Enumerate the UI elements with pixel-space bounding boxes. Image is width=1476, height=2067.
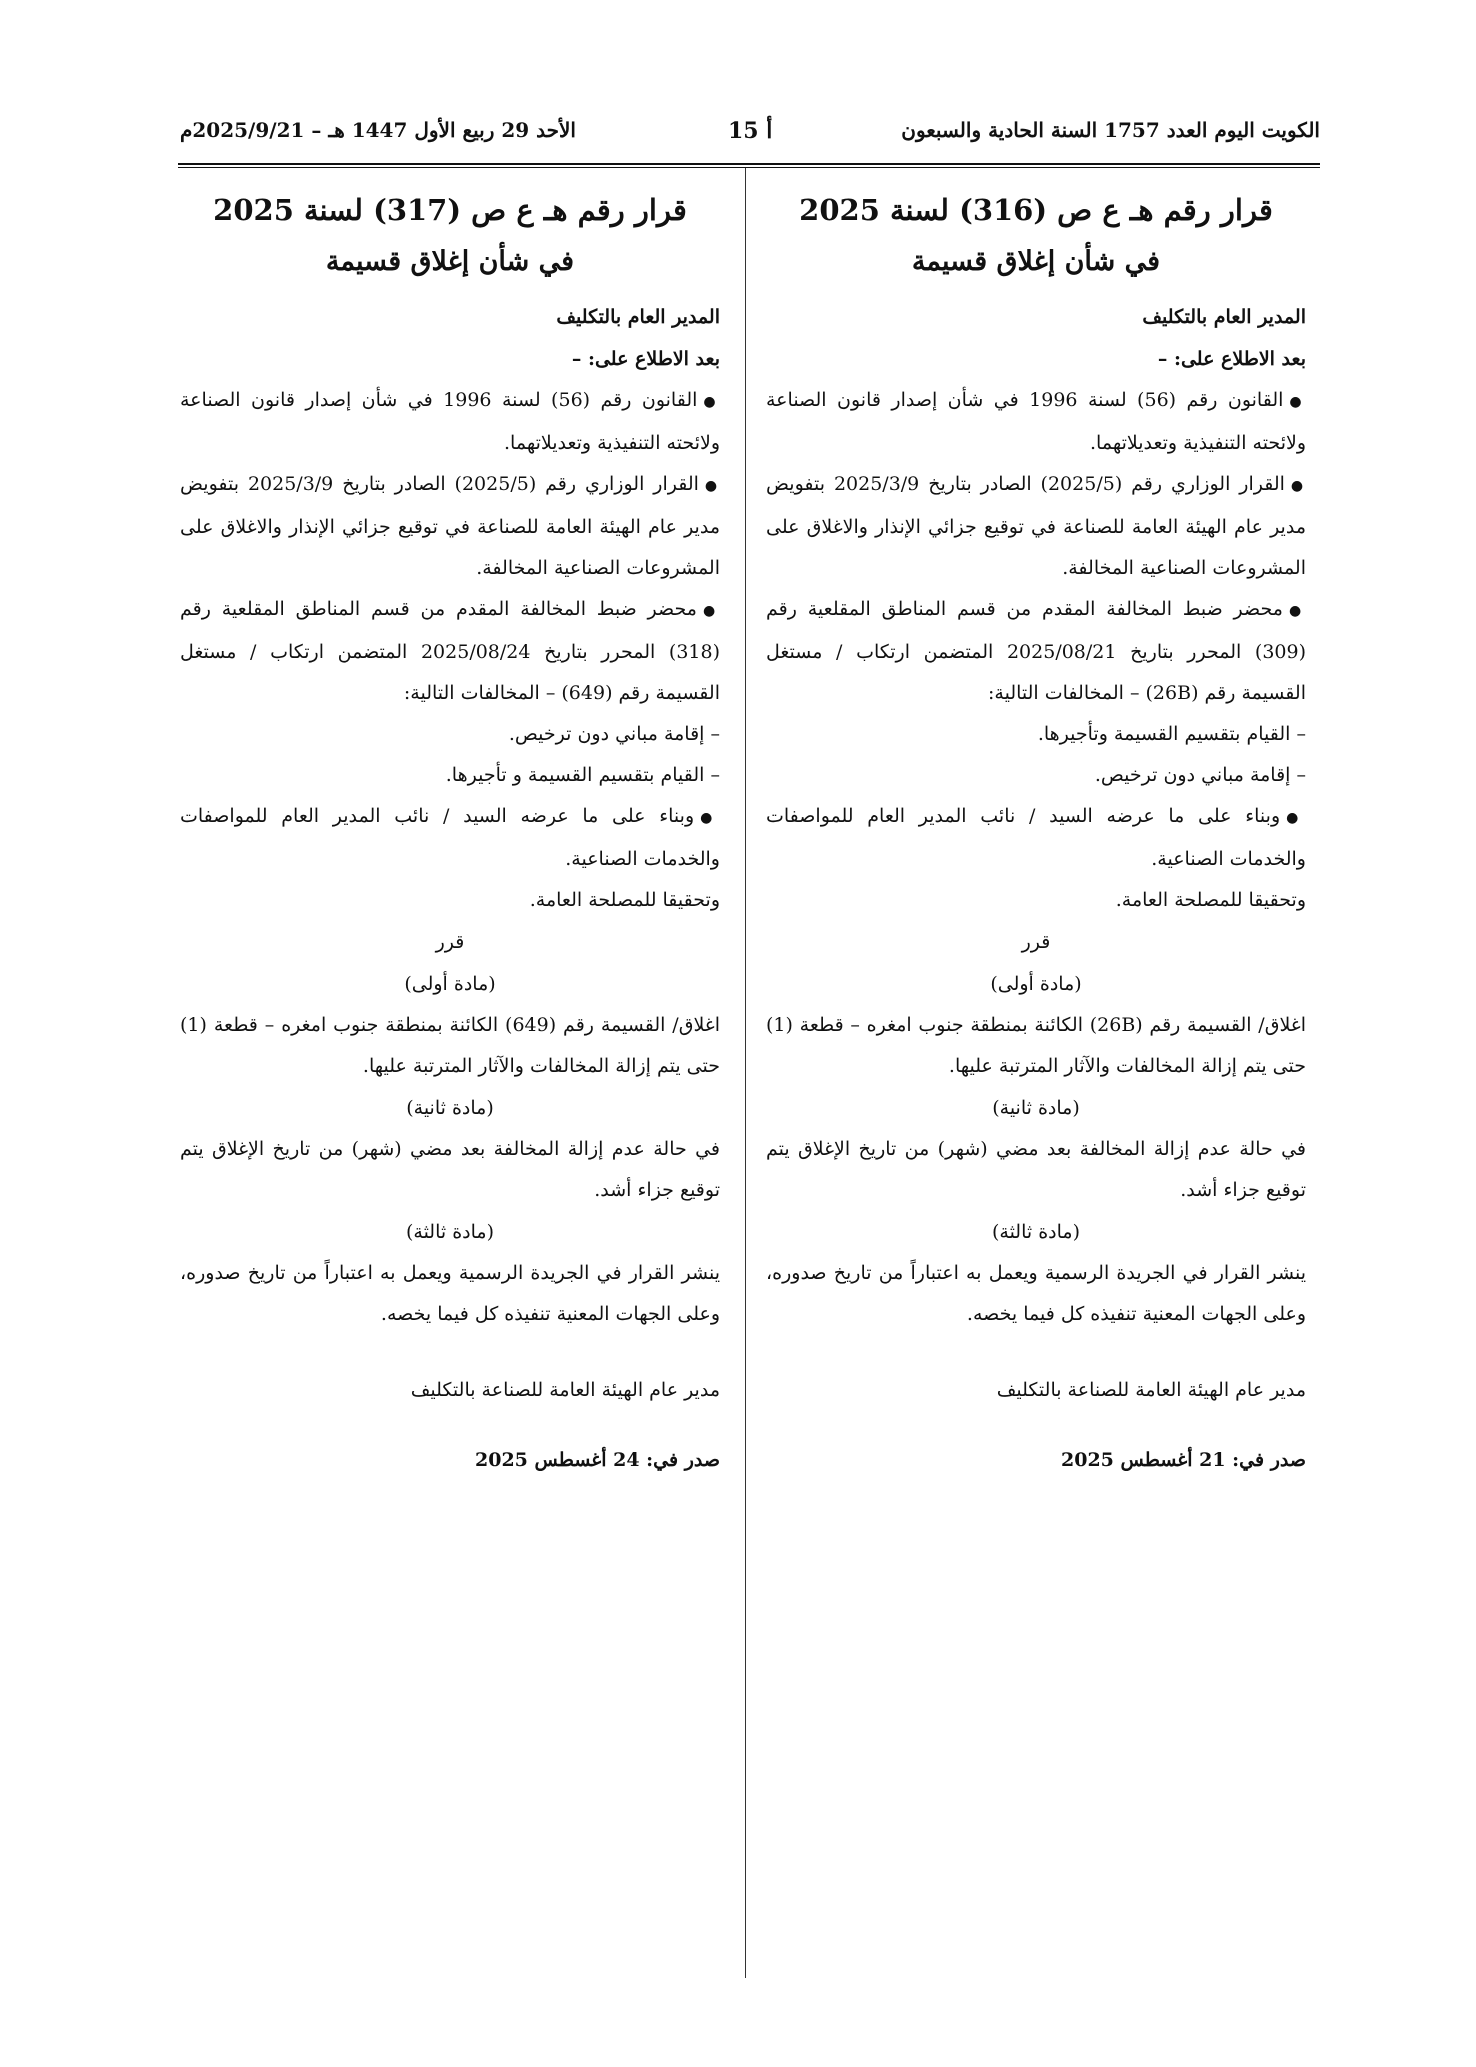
bullet-icon: ● <box>1286 810 1307 826</box>
bullet-icon: ● <box>703 394 721 410</box>
bullet-icon: ● <box>700 810 721 826</box>
decision-317-column <box>180 178 720 1481</box>
bullet-icon: ● <box>1288 603 1306 619</box>
article-3-text: ينشر القرار في الجريدة الرسمية ويعمل به اعتباراً من تاريخ صدوره، وعلى الجهات المعنية تنفيذه كل فيما يخصه. <box>180 1262 720 1325</box>
article-3-title: (مادة ثالثة) <box>991 1221 1081 1243</box>
preamble-item: ●وبناء على ما عرضه السيد / نائب المدير العام للمواصفات والخدمات الصناعية. <box>766 805 1307 870</box>
decision-title: قرار رقم هـ ع ص (316) لسنة 2025 <box>799 193 1273 227</box>
page-header <box>180 118 1320 158</box>
signature-line: مدير عام الهيئة العامة للصناعة بالتكليف <box>410 1379 720 1401</box>
article-1-text: اغلاق/ القسيمة رقم (649) الكائنة بمنطقة جنوب امغره – قطعة (1) حتى يتم إزالة المخالفات والآثار المترتبة عليها. <box>180 1014 721 1077</box>
public-interest-line: وتحقيقا للمصلحة العامة. <box>529 889 720 911</box>
article-2-title: (مادة ثانية) <box>406 1097 494 1119</box>
issued-date: صدر في: 21 أغسطس 2025 <box>1061 1449 1306 1471</box>
preamble-item: ●محضر ضبط المخالفة المقدم من قسم المناطق المقلعية رقم (309) المحرر بتاريخ 2025/08/21 المتضمن ارتكاب / مستغل القسيمة رقم (26B) – المخالفات التالية: <box>766 598 1306 704</box>
bullet-icon: ● <box>704 478 720 494</box>
violation-item: – إقامة مباني دون ترخيص. <box>508 723 720 745</box>
issuer-line: المدير العام بالتكليف <box>556 306 720 328</box>
article-2-title: (مادة ثانية) <box>992 1097 1080 1119</box>
after-review-line: بعد الاطلاع على: – <box>1157 348 1306 370</box>
preamble-item: ●القرار الوزاري رقم (2025/5) الصادر بتاريخ 2025/3/9 بتفويض مدير عام الهيئة العامة للصناعة في توقيع جزائي الإنذار والاغلاق على المشروعات الصناعية المخالفة. <box>766 473 1306 579</box>
header-rule-thick <box>178 163 1320 165</box>
decided-heading: قرر <box>435 931 465 953</box>
bullet-icon: ● <box>1289 394 1307 410</box>
header-date: الأحد 29 ربيع الأول 1447 هـ – 2025/9/21م <box>180 118 576 142</box>
article-2-text: في حالة عدم إزالة المخالفة بعد مضي (شهر) من تاريخ الإغلاق يتم توقيع جزاء أشد. <box>766 1138 1306 1201</box>
header-issue-info: الكويت اليوم العدد 1757 السنة الحادية والسبعون <box>901 118 1320 142</box>
decided-heading: قرر <box>1021 931 1051 953</box>
preamble-item: ●القانون رقم (56) لسنة 1996 في شأن إصدار قانون الصناعة ولائحته التنفيذية وتعديلاتهما. <box>180 389 721 454</box>
article-1-title: (مادة أولى) <box>404 973 496 995</box>
page-number: أ 15 <box>728 118 773 144</box>
preamble-item: ●القانون رقم (56) لسنة 1996 في شأن إصدار قانون الصناعة ولائحته التنفيذية وتعديلاتهما. <box>766 389 1307 454</box>
decision-subtitle: في شأن إغلاق قسيمة <box>325 246 575 277</box>
issuer-line: المدير العام بالتكليف <box>1142 306 1306 328</box>
preamble-item: ●القرار الوزاري رقم (2025/5) الصادر بتاريخ 2025/3/9 بتفويض مدير عام الهيئة العامة للصناعة في توقيع جزائي الإنذار والاغلاق على المشروعات الصناعية المخالفة. <box>180 473 720 579</box>
public-interest-line: وتحقيقا للمصلحة العامة. <box>1115 889 1306 911</box>
violation-item: – القيام بتقسيم القسيمة و تأجيرها. <box>445 764 720 786</box>
article-3-text: ينشر القرار في الجريدة الرسمية ويعمل به اعتباراً من تاريخ صدوره، وعلى الجهات المعنية تنفيذه كل فيما يخصه. <box>766 1262 1306 1325</box>
issued-date: صدر في: 24 أغسطس 2025 <box>475 1449 720 1471</box>
column-divider <box>745 168 746 1978</box>
article-1-text: اغلاق/ القسيمة رقم (26B) الكائنة بمنطقة جنوب امغره – قطعة (1) حتى يتم إزالة المخالفات والآثار المترتبة عليها. <box>766 1014 1307 1077</box>
preamble-item: ●محضر ضبط المخالفة المقدم من قسم المناطق المقلعية رقم (318) المحرر بتاريخ 2025/08/24 المتضمن ارتكاب / مستغل القسيمة رقم (649) – المخالفات التالية: <box>180 598 720 704</box>
violation-item: – القيام بتقسيم القسيمة وتأجيرها. <box>1037 723 1306 745</box>
bullet-icon: ● <box>1290 478 1306 494</box>
decision-title: قرار رقم هـ ع ص (317) لسنة 2025 <box>213 193 687 227</box>
article-3-title: (مادة ثالثة) <box>405 1221 495 1243</box>
preamble-item: ●وبناء على ما عرضه السيد / نائب المدير العام للمواصفات والخدمات الصناعية. <box>180 805 721 870</box>
decision-subtitle: في شأن إغلاق قسيمة <box>911 246 1161 277</box>
article-1-title: (مادة أولى) <box>990 973 1082 995</box>
bullet-icon: ● <box>702 603 720 619</box>
after-review-line: بعد الاطلاع على: – <box>571 348 720 370</box>
violation-item: – إقامة مباني دون ترخيص. <box>1094 764 1306 786</box>
header-rule-thin <box>178 167 1320 168</box>
article-2-text: في حالة عدم إزالة المخالفة بعد مضي (شهر) من تاريخ الإغلاق يتم توقيع جزاء أشد. <box>180 1138 720 1201</box>
signature-line: مدير عام الهيئة العامة للصناعة بالتكليف <box>996 1379 1306 1401</box>
decision-316-column <box>766 178 1306 1481</box>
